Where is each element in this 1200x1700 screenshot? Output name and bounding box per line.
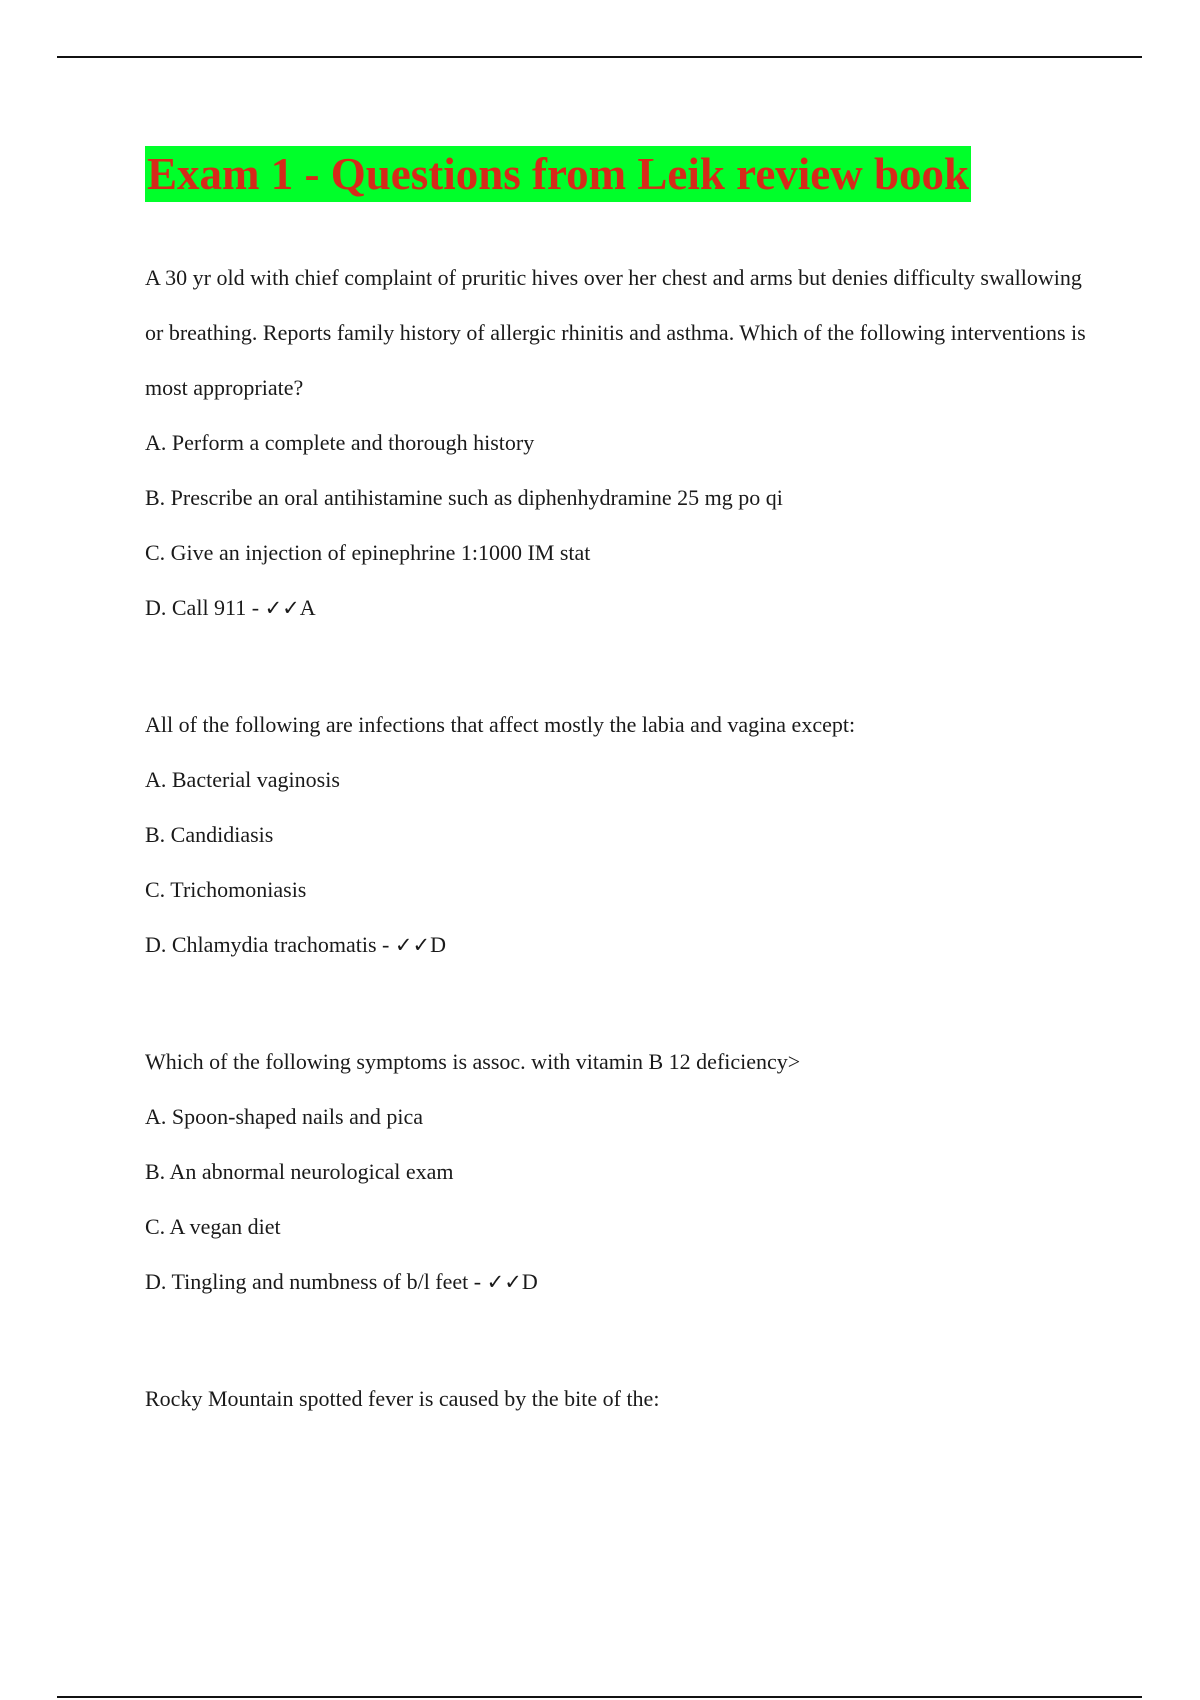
double-check-icon: ✓✓ xyxy=(486,1270,522,1294)
option-b: B. An abnormal neurological exam xyxy=(145,1159,454,1184)
option-a: A. Spoon-shaped nails and pica xyxy=(145,1104,423,1129)
option-c: C. Trichomoniasis xyxy=(145,877,307,902)
top-rule xyxy=(57,56,1142,58)
answer-letter: A xyxy=(299,595,316,620)
page-title: Exam 1 - Questions from Leik review book xyxy=(145,146,971,202)
question-3 xyxy=(145,1034,1105,1310)
question-1 xyxy=(145,250,1105,636)
option-a: A. Perform a complete and thorough history xyxy=(145,430,535,455)
option-d xyxy=(145,1254,1105,1310)
question-stem: All of the following are infections that affect mostly the labia and vagina except: xyxy=(145,712,856,737)
bottom-rule xyxy=(57,1696,1142,1698)
answer-letter: D xyxy=(521,1269,538,1294)
option-d-text: D. Tingling and numbness of b/l feet - xyxy=(145,1269,487,1294)
option-c: C. A vegan diet xyxy=(145,1214,281,1239)
option-d xyxy=(145,580,1105,636)
option-b: B. Candidiasis xyxy=(145,822,274,847)
double-check-icon: ✓✓ xyxy=(394,933,431,957)
questions-list xyxy=(145,250,1105,1426)
question-stem: A 30 yr old with chief complaint of pruritic hives over her chest and arms but denies difficulty swallowing or breathing. Reports family history of allergic rhinitis and asthma. Which of the following interventions is most appropriate? xyxy=(145,265,1086,400)
title-block xyxy=(145,146,971,202)
option-c: C. Give an injection of epinephrine 1:1000 IM stat xyxy=(145,540,591,565)
question-2 xyxy=(145,697,1105,973)
option-a: A. Bacterial vaginosis xyxy=(145,767,340,792)
question-stem: Which of the following symptoms is assoc. with vitamin B 12 deficiency> xyxy=(145,1049,801,1074)
double-check-icon: ✓✓ xyxy=(264,596,300,620)
question-stem: Rocky Mountain spotted fever is caused by the bite of the: xyxy=(145,1386,660,1411)
answer-letter: D xyxy=(430,932,446,957)
option-d-text: D. Call 911 - xyxy=(145,595,265,620)
option-d-text: D. Chlamydia trachomatis - xyxy=(145,932,395,957)
option-d xyxy=(145,917,1105,973)
option-b: B. Prescribe an oral antihistamine such as diphenhydramine 25 mg po qi xyxy=(145,485,783,510)
question-4 xyxy=(145,1371,1105,1426)
